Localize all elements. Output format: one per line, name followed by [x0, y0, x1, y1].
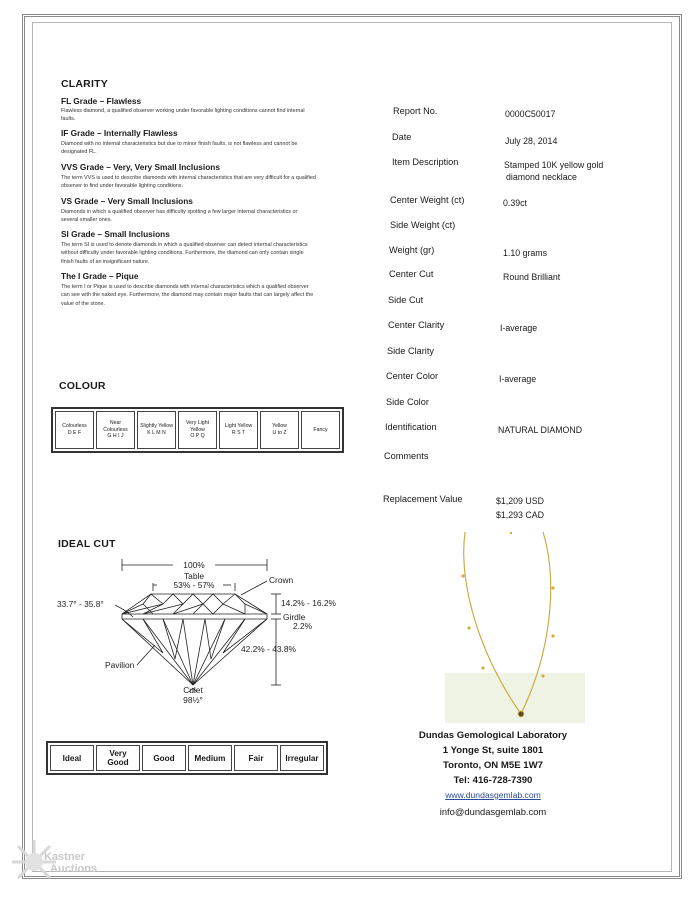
grade-si-title: SI Grade – Small Inclusions — [61, 229, 170, 239]
colour-name: Fancy — [313, 426, 328, 433]
grade-i-title: The I Grade – Pique — [61, 271, 139, 281]
side-color-label: Side Color — [386, 397, 429, 407]
grade-vs-desc: Diamonds in which a qualified observer has difficulty spotting a few larger internal characteristics or several smaller ones. — [61, 209, 298, 224]
colour-grade: G H I J — [107, 433, 124, 440]
colour-cell-light-yellow — [219, 411, 258, 449]
weight-label: Weight (gr) — [389, 245, 435, 255]
label-width: 100% — [183, 560, 205, 570]
weight-value: 1.10 grams — [503, 248, 548, 258]
side-clarity-label: Side Clarity — [387, 346, 434, 356]
date-value: July 28, 2014 — [505, 136, 558, 146]
center-cut-value: Round Brilliant — [503, 272, 561, 282]
cut-grade-table — [46, 741, 328, 775]
cut-grade-good: Good — [142, 745, 186, 771]
lab-address-1: 1 Yonge St, suite 1801 — [442, 745, 544, 756]
clarity-title: CLARITY — [61, 78, 108, 90]
cut-grade-irregular: Irregular — [280, 745, 324, 771]
label-pavilion-depth: 42.2% - 43.8% — [241, 644, 296, 654]
cut-grade-ideal: Ideal — [50, 745, 94, 771]
colour-grade: D E F — [67, 430, 82, 436]
label-girdle: Girdle — [283, 612, 306, 622]
colour-grade: R S T — [231, 430, 246, 436]
grade-if-desc: Diamond with no internal characteristics but due to minor finish faults, is not flawless and cannot be designated FL. — [61, 141, 298, 156]
label-crown: Crown — [269, 575, 294, 585]
grade-i-desc: The term I or Pique is used to describe diamonds with internal characteristics which a qualified observer can see with the naked eye. Furthermore, the diamond may contain major faults that can largely affect the value of the stone. — [61, 284, 314, 307]
colour-cell-fancy — [301, 411, 340, 449]
grade-fl-title: FL Grade – Flawless — [61, 96, 142, 106]
colour-grade: O P Q — [190, 433, 205, 440]
colour-grade: K L M N — [147, 430, 166, 436]
lab-address-2: Toronto, ON M5E 1W7 — [442, 760, 544, 771]
center-weight-label: Center Weight (ct) — [390, 195, 465, 205]
label-culet: Culet — [183, 685, 203, 695]
lab-website-link[interactable]: www.dundasgemlab.com — [445, 790, 541, 800]
center-color-label: Center Color — [386, 371, 439, 381]
colour-grade: U to Z — [272, 430, 287, 436]
center-clarity-value: I-average — [500, 323, 538, 333]
grade-if-title: IF Grade – Internally Flawless — [61, 128, 178, 138]
label-culet-pct: 98½° — [183, 695, 203, 705]
label-crown-height: 14.2% - 16.2% — [281, 598, 336, 608]
replacement-value-label: Replacement Value — [383, 494, 463, 504]
cut-grade-fair: Fair — [234, 745, 278, 771]
colour-name: Near Colourless — [103, 420, 128, 433]
center-color-value: I-average — [499, 374, 537, 384]
center-clarity-label: Center Clarity — [388, 320, 445, 330]
center-cut-label: Center Cut — [389, 269, 434, 279]
label-table-pct: 53% - 57% — [173, 580, 215, 590]
watermark-line-2: Auctions — [50, 863, 98, 875]
label-table: Table — [183, 571, 205, 581]
date-label: Date — [392, 132, 412, 142]
side-weight-label: Side Weight (ct) — [390, 220, 456, 230]
colour-name: Yellow — [272, 423, 287, 430]
label-crown-angle: 33.7° - 35.8° — [57, 599, 104, 609]
colour-cell-colourless — [55, 411, 94, 449]
report-no-label: Report No. — [393, 106, 438, 116]
colour-cell-slightly-yellow — [137, 411, 176, 449]
grade-vvs-desc: The term VVS is used to describe diamonds with internal characteristics that are very difficult for a qualified observer to find under favorable lighting conditions. — [61, 175, 316, 190]
colour-name: Colourless — [62, 423, 87, 430]
colour-cell-yellow — [260, 411, 299, 449]
item-description-value: Stamped 10K yellow gold — [504, 160, 604, 170]
grade-fl-desc: Flawless diamond, a qualified observer working under favorable lighting conditions cannot find internal faults. — [61, 108, 305, 123]
identification-label: Identification — [385, 422, 437, 432]
identification-value: NATURAL DIAMOND — [498, 425, 583, 435]
grade-vvs-title: VVS Grade – Very, Very Small Inclusions — [61, 162, 220, 172]
grade-vs-title: VS Grade – Very Small Inclusions — [61, 196, 193, 206]
colour-name: Light Yellow — [224, 423, 253, 430]
colour-name: Very Light Yellow — [185, 420, 210, 433]
label-pavilion: Pavilion — [105, 660, 135, 670]
colour-name: Slightly Yellow — [140, 423, 173, 430]
item-description-value-line2: diamond necklace — [506, 172, 577, 182]
lab-info — [398, 728, 588, 820]
cut-grade-medium: Medium — [188, 745, 232, 771]
colour-title: COLOUR — [59, 380, 106, 392]
diamond-proportions-diagram — [55, 555, 336, 710]
item-description-label: Item Description — [392, 157, 459, 167]
ideal-cut-title: IDEAL CUT — [58, 538, 116, 550]
lab-name: Dundas Gemological Laboratory — [418, 730, 568, 741]
grade-si-desc: The term SI is used to denote diamonds in which a qualified observer can detect internal characteristics without difficulty under favorable lighting conditions. Furthermore, the diamond can only contain single finish faults of an insignificant nature. — [61, 242, 308, 265]
label-girdle-pct: 2.2% — [293, 621, 313, 631]
colour-cell-very-light-yellow — [178, 411, 217, 449]
lab-phone: Tel: 416-728-7390 — [453, 775, 533, 786]
replacement-value-usd: $1,209 USD — [496, 496, 544, 506]
lab-email[interactable]: info@dundasgemlab.com — [439, 806, 547, 817]
colour-scale-table — [51, 407, 344, 453]
comments-label: Comments — [384, 451, 429, 461]
colour-cell-near-colourless — [96, 411, 135, 449]
watermark-line-1: Kastner — [44, 851, 85, 863]
cut-grade-very-good: Very Good — [96, 745, 140, 771]
necklace-photo — [445, 528, 585, 723]
report-no-value: 0000C50017 — [505, 109, 556, 119]
side-cut-label: Side Cut — [388, 295, 424, 305]
replacement-value-cad: $1,293 CAD — [496, 510, 544, 520]
center-weight-value: 0.39ct — [503, 198, 527, 208]
